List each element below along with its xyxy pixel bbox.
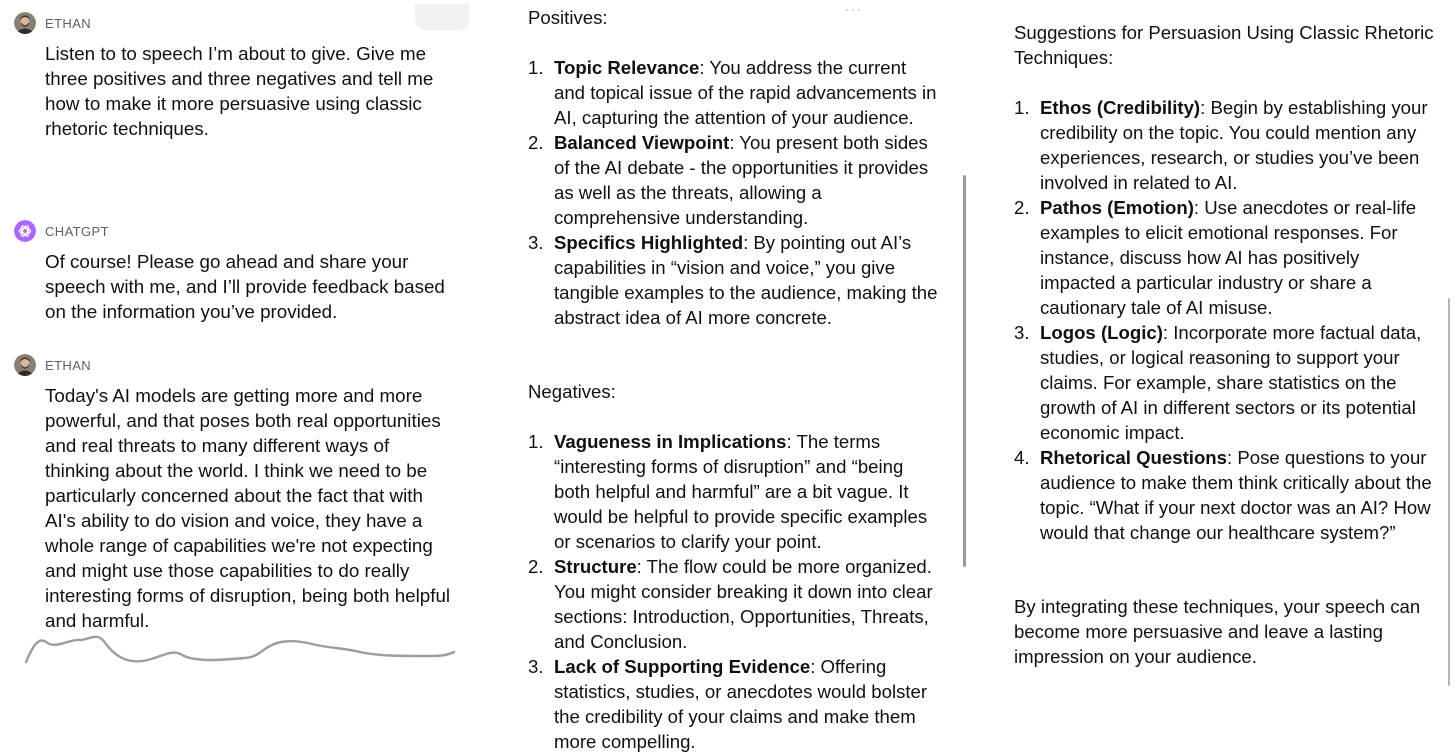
negatives-heading: Negatives:	[528, 381, 616, 402]
list-item: 2. Balanced Viewpoint: You present both sides of the AI debate - the opportunities it provides as well as the threats, allowing a comprehensive understanding.	[528, 132, 929, 228]
list-item: 1. Ethos (Credibility): Begin by establishing your credibility on the topic. You could mention any experiences, research, or studies you’ve been involved in related to AI.	[1014, 97, 1428, 193]
list-item: 2. Pathos (Emotion): Use anecdotes or real-life examples to elicit emotional responses. For instance, discuss how AI has positively impacted a particular industry or share a cautionary tale of AI misuse.	[1014, 197, 1417, 318]
list-item: 1. Vagueness in Implications: The terms “interesting forms of disruption” and “being both helpful and harmful” are a bit vague. It would be helpful to provide specific examples or scenarios to clarify your point.	[528, 431, 928, 552]
suggestions-list	[1014, 95, 1434, 545]
list-item: 3. Logos (Logic): Incorporate more factual data, studies, or logical reasoning to support your claims. For example, share statistics on the growth of AI in different sectors or its potential economic impact.	[1014, 322, 1422, 443]
message-header	[14, 354, 91, 376]
message-text: Listen to to speech I’m about to give. Give me three positives and three negatives and tell me how to make it more persuasive using classic rhetoric techniques.	[45, 43, 434, 139]
list-item: 2. Structure: The flow could be more organized. You might consider breaking it down into clear sections: Introduction, Opportunities, Threats, and Conclusion.	[528, 556, 933, 652]
chatgpt-logo-icon	[14, 220, 36, 242]
message-text: Of course! Please go ahead and share your speech with me, and I’ll provide feedback based on the information you’ve provided.	[45, 251, 445, 322]
message-text: Today's AI models are getting more and more powerful, and that poses both real opportunities and real threats to many different ways of thinking about the world. I think we need to be particularly concerned about the fact that with AI's ability to do vision and voice, they have a whole range of capabilities we're not expecting and might use those capabilities to do really interesting forms of disruption, being both helpful and harmful.	[45, 385, 451, 631]
message-role: ETHAN	[45, 15, 92, 31]
list-item: 1. Topic Relevance: You address the current and topical issue of the rapid advancements in AI, capturing the attention of your audience.	[528, 57, 937, 128]
message-header	[14, 12, 91, 34]
message-role: CHATGPT	[45, 223, 109, 239]
message-header	[14, 220, 109, 242]
suggestions-panel	[968, 0, 1456, 756]
list-item: 3. Specifics Highlighted: By pointing out AI’s capabilities in “vision and voice,” you give tangible examples to the audience, making the abstract idea of AI more concrete.	[528, 232, 938, 328]
conclusion-text: By integrating these techniques, your speech can become more persuasive and leave a lasting impression on your audience.	[1014, 596, 1421, 667]
message-role: ETHAN	[45, 357, 92, 373]
user-avatar	[14, 12, 36, 34]
list-item: 3. Lack of Supporting Evidence: Offering statistics, studies, or anecdotes would bolster the credibility of your claims and make them more compelling.	[528, 656, 928, 752]
positives-list	[528, 55, 938, 330]
suggestions-heading: Suggestions for Persuasion Using Classic Rhetoric Techniques:	[1014, 22, 1434, 68]
more-options-icon: ···	[845, 2, 863, 16]
scrollbar[interactable]	[963, 175, 966, 567]
positives-heading: Positives:	[528, 7, 608, 28]
scribble-decoration	[22, 630, 462, 670]
negatives-list	[528, 429, 938, 754]
feedback-panel	[478, 0, 966, 756]
scrollbar[interactable]	[1448, 298, 1450, 686]
user-avatar	[14, 354, 36, 376]
list-item: 4. Rhetorical Questions: Pose questions to your audience to make them think critically about the topic. “What if your next doctor was an AI? How would that change our healthcare system?”	[1014, 447, 1432, 543]
